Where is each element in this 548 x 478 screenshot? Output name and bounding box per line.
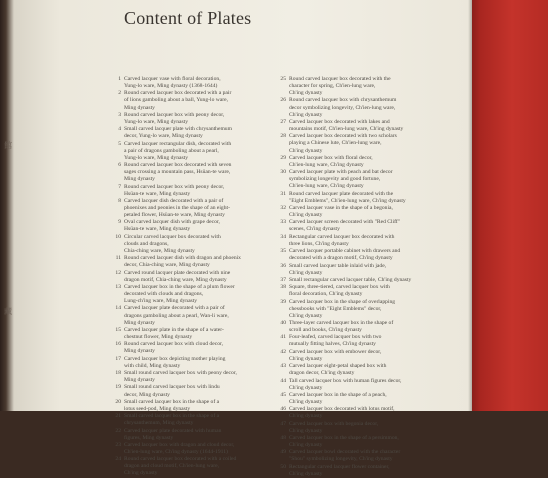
plate-number: 40 [280, 320, 286, 326]
plate-caption: Carved lacquer eight-petal shaped box with dragon decor, Ch'ing dynasty [289, 363, 387, 377]
plate-number: 29 [280, 154, 286, 161]
plate-caption: Carved lacquer box in the shape of a persimmon, Ch'ing dynasty [289, 435, 399, 449]
plate-entry [276, 334, 446, 348]
plate-number: 27 [280, 118, 286, 125]
plate-entry [111, 141, 261, 162]
side-mark-1: 館 [4, 141, 12, 150]
plate-caption: Four-leafed, carved lacquer box with two mutually fitting halves, Ch'ing dynasty [289, 334, 382, 348]
plate-caption: Round carved lacquer box with cloud decor, Ming dynasty [124, 341, 224, 355]
plate-entry [276, 76, 446, 97]
plate-caption: Rectangular carved lacquer flower container, Ch'ing dynasty [289, 463, 390, 477]
plate-caption: Carved lacquer bowl decorated with the character "Shou" symbolizing longevity, Ch'ing dynasty [289, 449, 401, 463]
plate-entry [111, 76, 261, 90]
plate-number: 36 [280, 262, 286, 269]
plate-caption: Round carved lacquer box decorated with a pair of lions gamboling about a ball, Yung-lo ware, Ming dynasty [124, 90, 232, 111]
plate-number: 24 [115, 456, 121, 463]
plate-number: 31 [280, 190, 286, 197]
plate-entry [111, 442, 261, 456]
plate-entry [276, 191, 446, 205]
plate-caption: Three-layer carved lacquer box in the shape of scroll and books, Ch'ing dynasty [289, 320, 394, 334]
plate-number: 45 [280, 391, 286, 398]
plate-entry [111, 341, 261, 355]
plate-entry [111, 184, 261, 198]
plate-number: 47 [280, 420, 286, 427]
plate-number: 28 [280, 133, 286, 140]
plate-number: 25 [280, 76, 286, 82]
plate-caption: Small rectangular carved lacquer table, Ch'ing dynasty [289, 276, 412, 283]
plate-entry [276, 234, 446, 248]
plate-caption: Circular carved lacquer box decorated with clouds and dragons, Chia-ching ware, Ming dynasty [124, 233, 221, 254]
plate-entry [276, 435, 446, 449]
plate-entry [276, 248, 446, 262]
plates-list-right [276, 76, 446, 478]
plate-caption: Carved lacquer dish decorated with a pair of phoenixes and peonies in the shape of an eight- petaled flower, Hsüan-te ware, Ming dynasty [124, 197, 230, 219]
plate-caption: Round carved lacquer plate decorated with the "Eight Emblems", Ch'ien-lung ware, Ch'ing dynasty [289, 190, 406, 204]
plate-number: 2 [118, 90, 121, 97]
plate-entry [111, 327, 261, 341]
plate-caption: Small carved lacquer box in the shape of a lotus seed-pod, Ming dynasty [124, 398, 220, 412]
plate-number: 22 [115, 427, 121, 434]
plate-caption: Carved lacquer box with dragon and cloud decor, Ch'ien-lung ware, Ch'ing dynasty (1644-1911) [124, 441, 235, 455]
plate-entry [111, 162, 261, 183]
plate-number: 46 [280, 406, 286, 413]
plate-caption: Small carved lacquer plate with chrysanthemum decor, Yung-lo ware, Ming dynasty [124, 126, 232, 140]
plate-caption: Carved lacquer box with floral decor, Ch'ien-lung ware, Ch'ing dynasty [289, 154, 373, 168]
plate-entry [111, 428, 261, 442]
plate-entry [111, 370, 261, 384]
plate-entry [276, 205, 446, 219]
side-mark-2: 藏 [4, 307, 12, 316]
plate-entry [276, 119, 446, 133]
plate-entry [111, 126, 261, 140]
plate-number: 48 [280, 435, 286, 441]
page-title: Content of Plates [124, 8, 252, 28]
plate-entry [111, 399, 261, 413]
plate-entry [111, 112, 261, 126]
plate-caption: Small carved lacquer box in the shape of a chrysanthemum, Ming dynasty [124, 413, 220, 427]
plate-number: 17 [115, 355, 121, 362]
plate-caption: Carved lacquer portable cabinet with drawers and decorated with a dragon motif, Ch'ing dynasty [289, 248, 401, 262]
plate-caption: Round carved lacquer box with peony decor, Hsüan-te ware, Ming dynasty [124, 183, 225, 197]
plate-caption: Small round carved lacquer box with lindu decor, Ming dynasty [124, 384, 220, 398]
plate-number: 6 [118, 162, 121, 169]
plate-number: 3 [118, 111, 121, 118]
plate-entry [276, 421, 446, 435]
plate-number: 33 [280, 219, 286, 226]
plate-entry [276, 97, 446, 118]
plate-number: 4 [118, 126, 121, 133]
plate-number: 37 [280, 276, 286, 283]
plate-entry [276, 169, 446, 190]
plate-caption: Carved lacquer box in the shape of overlapping chessbooks with "Eight Emblems" decor, Ch'ing dynasty [289, 298, 396, 319]
plate-entry [276, 406, 446, 420]
plate-caption: Carved lacquer box with embower decor, Ch'ing dynasty [289, 348, 382, 362]
plate-caption: Carved lacquer plate decorated with a pair of dragons gamboling about a pearl, Wan-li ware, Ming dynasty [124, 305, 229, 326]
plate-caption: Carved lacquer box decorated with two scholars playing a Chinese lute, Ch'ien-lung ware, Ch'ing dynasty [289, 133, 397, 154]
plate-number: 23 [115, 441, 121, 448]
plates-list-left [111, 76, 261, 478]
plate-entry [111, 255, 261, 269]
plate-number: 50 [280, 463, 286, 470]
red-cover-edge [472, 0, 548, 411]
plate-entry [276, 464, 446, 478]
plate-caption: Square, three-tiered, carved lacquer box with floral decoration, Ch'ing dynasty [289, 284, 390, 298]
plate-number: 20 [115, 398, 121, 405]
plate-number: 16 [115, 341, 121, 348]
plate-entry [111, 413, 261, 427]
plate-number: 14 [115, 305, 121, 312]
plate-number: 5 [118, 140, 121, 147]
plate-entry [111, 234, 261, 255]
plate-number: 11 [115, 255, 121, 262]
plate-number: 34 [280, 233, 286, 240]
plate-number: 18 [115, 370, 121, 377]
plate-entry [111, 284, 261, 305]
plate-entry [276, 284, 446, 298]
plate-entry [111, 90, 261, 111]
plate-entry [276, 299, 446, 320]
plate-number: 13 [115, 283, 121, 290]
plate-entry [111, 456, 261, 477]
plate-caption: Carved lacquer plate decorated with human figures, Ming dynasty [124, 427, 222, 441]
plate-caption: Round carved lacquer box with chrysanthemum decor symbolizing longevity, Ch'ien-lung ware, Ch'ing dynasty [289, 97, 397, 118]
plate-number: 10 [115, 233, 121, 240]
plate-caption: Carved lacquer plate in the shape of a water- chestnut flower, Ming dynasty [124, 326, 224, 340]
plate-caption: Carved round lacquer plate decorated with nine dragon motif, Chia-ching ware, Ming dynasty [124, 269, 231, 283]
plate-caption: Small round carved lacquer box with peony decor, Ming dynasty [124, 370, 237, 384]
plate-caption: Rectangular carved lacquer box decorated with three lions, Ch'ing dynasty [289, 233, 395, 247]
plate-number: 44 [280, 377, 286, 384]
plate-number: 21 [115, 413, 121, 420]
plate-caption: Carved lacquer box decorated with lotus motif, Ch'ing dynasty [289, 406, 395, 420]
plate-entry [276, 155, 446, 169]
plate-number: 15 [115, 326, 121, 333]
plate-entry [276, 133, 446, 154]
plate-entry [111, 198, 261, 219]
plate-caption: Round carved lacquer dish with dragon and phoenix decor, Chia-ching ware, Ming dynasty [124, 255, 241, 269]
plate-caption: Carved lacquer vase with floral decoration, Yung-lo ware, Ming dynasty (1368-1644) [124, 76, 221, 90]
plate-caption: Carved lacquer box in the shape of a plum flower decorated with clouds and dragons, Lung-ch'ing ware, Ming dynasty [124, 283, 235, 305]
plate-caption: Carved lacquer plate with peach and bat decor symbolizing longevity and good fortune, Ch'ien-lung ware, Ch'ing dynasty [289, 169, 393, 190]
plate-number: 35 [280, 248, 286, 255]
plate-caption: Round carved lacquer box decorated with a coiled dragon and cloud motif, Ch'ien-lung ware, Ch'ing dynasty [124, 456, 237, 477]
plate-number: 19 [115, 384, 121, 391]
plate-entry [276, 349, 446, 363]
plate-number: 39 [280, 298, 286, 305]
plate-entry [276, 363, 446, 377]
plate-caption: Carved lacquer vase in the shape of a begonia, Ch'ing dynasty [289, 205, 393, 219]
plate-number: 9 [118, 219, 121, 226]
plate-caption: Round carved lacquer box with peony decor, Yung-lo ware, Ming dynasty [124, 111, 225, 125]
plate-caption: Carved lacquer box in the shape of a peach, Ch'ing dynasty [289, 391, 387, 405]
plate-caption: Carved lacquer box decorated with lakes and mountains motif, Ch'ien-lung ware, Ch'ing dynasty [289, 118, 404, 133]
plate-number: 38 [280, 284, 286, 291]
plate-caption: Tall carved lacquer box with human figures decor, Ch'ing dynasty [289, 377, 402, 391]
plate-entry [276, 263, 446, 277]
plate-entry [276, 392, 446, 406]
plate-caption: Carved lacquer box depicting mother playing with child, Ming dynasty [124, 355, 226, 369]
plate-caption: Small carved lacquer table inlaid with jade, Ch'ing dynasty [289, 262, 387, 276]
plate-caption: Round carved lacquer box decorated with seven sages crossing a mountain pass, Hsüan-te ware, Ming dynasty [124, 162, 232, 183]
plate-number: 43 [280, 363, 286, 370]
plate-entry [111, 270, 261, 284]
plate-entry [111, 356, 261, 370]
plate-caption: Carved lacquer box with begonia decor, Ch'ing dynasty [289, 420, 379, 434]
plate-number: 32 [280, 205, 286, 211]
plate-caption: Oval carved lacquer dish with grape decor, Hsüan-te ware, Ming dynasty [124, 219, 220, 233]
plate-number: 1 [118, 76, 121, 82]
plate-entry [276, 277, 446, 284]
plate-number: 41 [280, 334, 286, 341]
plate-entry [111, 219, 261, 233]
plate-number: 8 [118, 197, 121, 204]
plate-entry [111, 305, 261, 326]
plate-entry [276, 219, 446, 233]
plate-caption: Carved lacquer rectangular dish, decorated with a pair of dragons gamboling about a pearl, Yung-lo ware, Ming dynasty [124, 140, 232, 161]
plate-caption: Carved lacquer screen decorated with "Red Cliff" scenes, Ch'ing dynasty [289, 219, 401, 233]
plate-number: 12 [115, 269, 121, 276]
plate-number: 7 [118, 183, 121, 190]
plate-entry [276, 378, 446, 392]
plate-entry [111, 384, 261, 398]
plate-number: 26 [280, 97, 286, 104]
plate-entry [276, 449, 446, 463]
plate-number: 30 [280, 169, 286, 176]
plate-number: 42 [280, 348, 286, 355]
plate-caption: Round carved lacquer box decorated with the character for spring, Ch'ien-lung ware, Ch'ing dynasty [289, 76, 391, 97]
plate-entry [276, 320, 446, 334]
plate-number: 49 [280, 449, 286, 456]
